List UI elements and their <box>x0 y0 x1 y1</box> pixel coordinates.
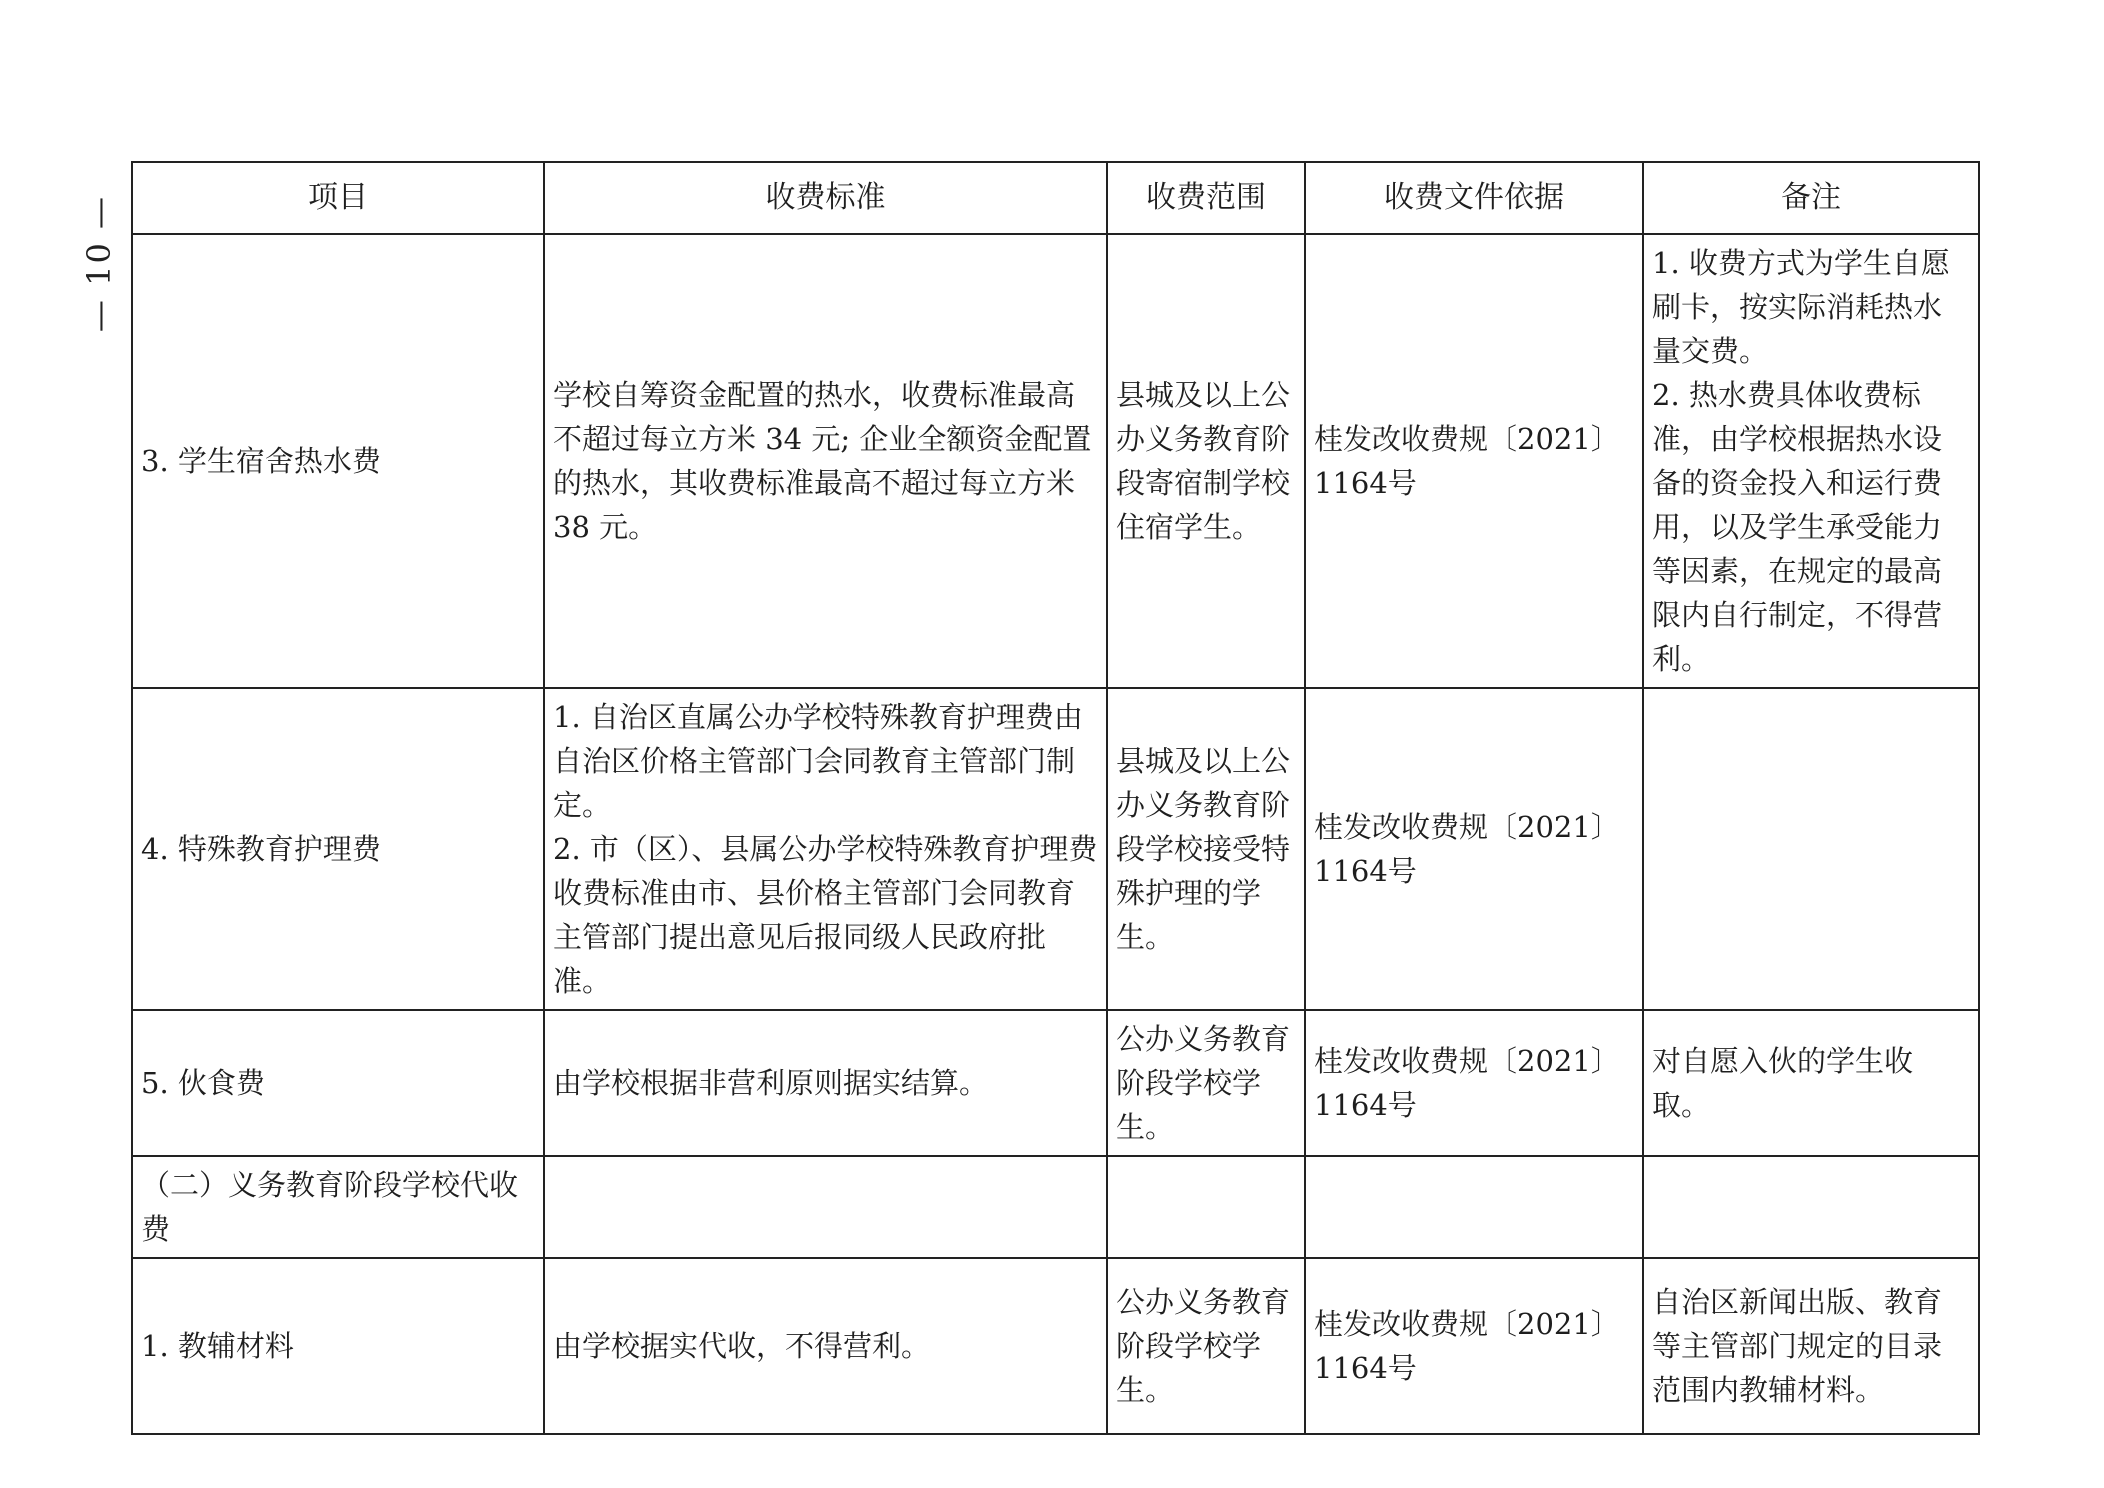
standard-cell <box>544 1156 1107 1258</box>
header-standard: 收费标准 <box>544 162 1107 234</box>
header-note: 备注 <box>1643 162 1979 234</box>
scope-cell: 县城及以上公办义务教育阶段学校接受特殊护理的学生。 <box>1107 688 1305 1010</box>
item-cell: 4. 特殊教育护理费 <box>132 688 544 1010</box>
item-cell: 5. 伙食费 <box>132 1010 544 1156</box>
standard-cell: 由学校据实代收，不得营利。 <box>544 1258 1107 1434</box>
scope-cell <box>1107 1156 1305 1258</box>
standard-cell: 1. 自治区直属公办学校特殊教育护理费由自治区价格主管部门会同教育主管部门制定。 2. 市（区）、县属公办学校特殊教育护理费收费标准由市、县价格主管部门会同教育主管部门提出意见后报同级人民政府批准。 <box>544 688 1107 1010</box>
table-row <box>132 1010 1979 1156</box>
standard-cell: 由学校根据非营利原则据实结算。 <box>544 1010 1107 1156</box>
table-row <box>132 234 1979 688</box>
standard-cell: 学校自筹资金配置的热水，收费标准最高不超过每立方米 34 元; 企业全额资金配置的热水，其收费标准最高不超过每立方米 38 元。 <box>544 234 1107 688</box>
fee-table <box>131 161 1980 1435</box>
note-cell: 自治区新闻出版、教育等主管部门规定的目录范围内教辅材料。 <box>1643 1258 1979 1434</box>
header-item: 项目 <box>132 162 544 234</box>
section-heading-cell: （二）义务教育阶段学校代收费 <box>132 1156 544 1258</box>
item-cell: 1. 教辅材料 <box>132 1258 544 1434</box>
note-cell <box>1643 1156 1979 1258</box>
note-cell <box>1643 688 1979 1010</box>
scope-cell: 县城及以上公办义务教育阶段寄宿制学校住宿学生。 <box>1107 234 1305 688</box>
note-cell: 对自愿入伙的学生收取。 <box>1643 1010 1979 1156</box>
basis-cell: 桂发改收费规〔2021〕1164号 <box>1305 1258 1643 1434</box>
header-basis: 收费文件依据 <box>1305 162 1643 234</box>
basis-cell <box>1305 1156 1643 1258</box>
table-header-row <box>132 162 1979 234</box>
scope-cell: 公办义务教育阶段学校学生。 <box>1107 1010 1305 1156</box>
table-row <box>132 688 1979 1010</box>
table-row <box>132 1156 1979 1258</box>
item-cell: 3. 学生宿舍热水费 <box>132 234 544 688</box>
basis-cell: 桂发改收费规〔2021〕1164号 <box>1305 688 1643 1010</box>
table-row <box>132 1258 1979 1434</box>
basis-cell: 桂发改收费规〔2021〕1164号 <box>1305 234 1643 688</box>
page-number: — 10 — <box>80 195 118 333</box>
basis-cell: 桂发改收费规〔2021〕1164号 <box>1305 1010 1643 1156</box>
header-scope: 收费范围 <box>1107 162 1305 234</box>
scope-cell: 公办义务教育阶段学校学生。 <box>1107 1258 1305 1434</box>
note-cell: 1. 收费方式为学生自愿刷卡，按实际消耗热水量交费。 2. 热水费具体收费标准，由学校根据热水设备的资金投入和运行费用，以及学生承受能力等因素，在规定的最高限内自行制定，不得营利。 <box>1643 234 1979 688</box>
